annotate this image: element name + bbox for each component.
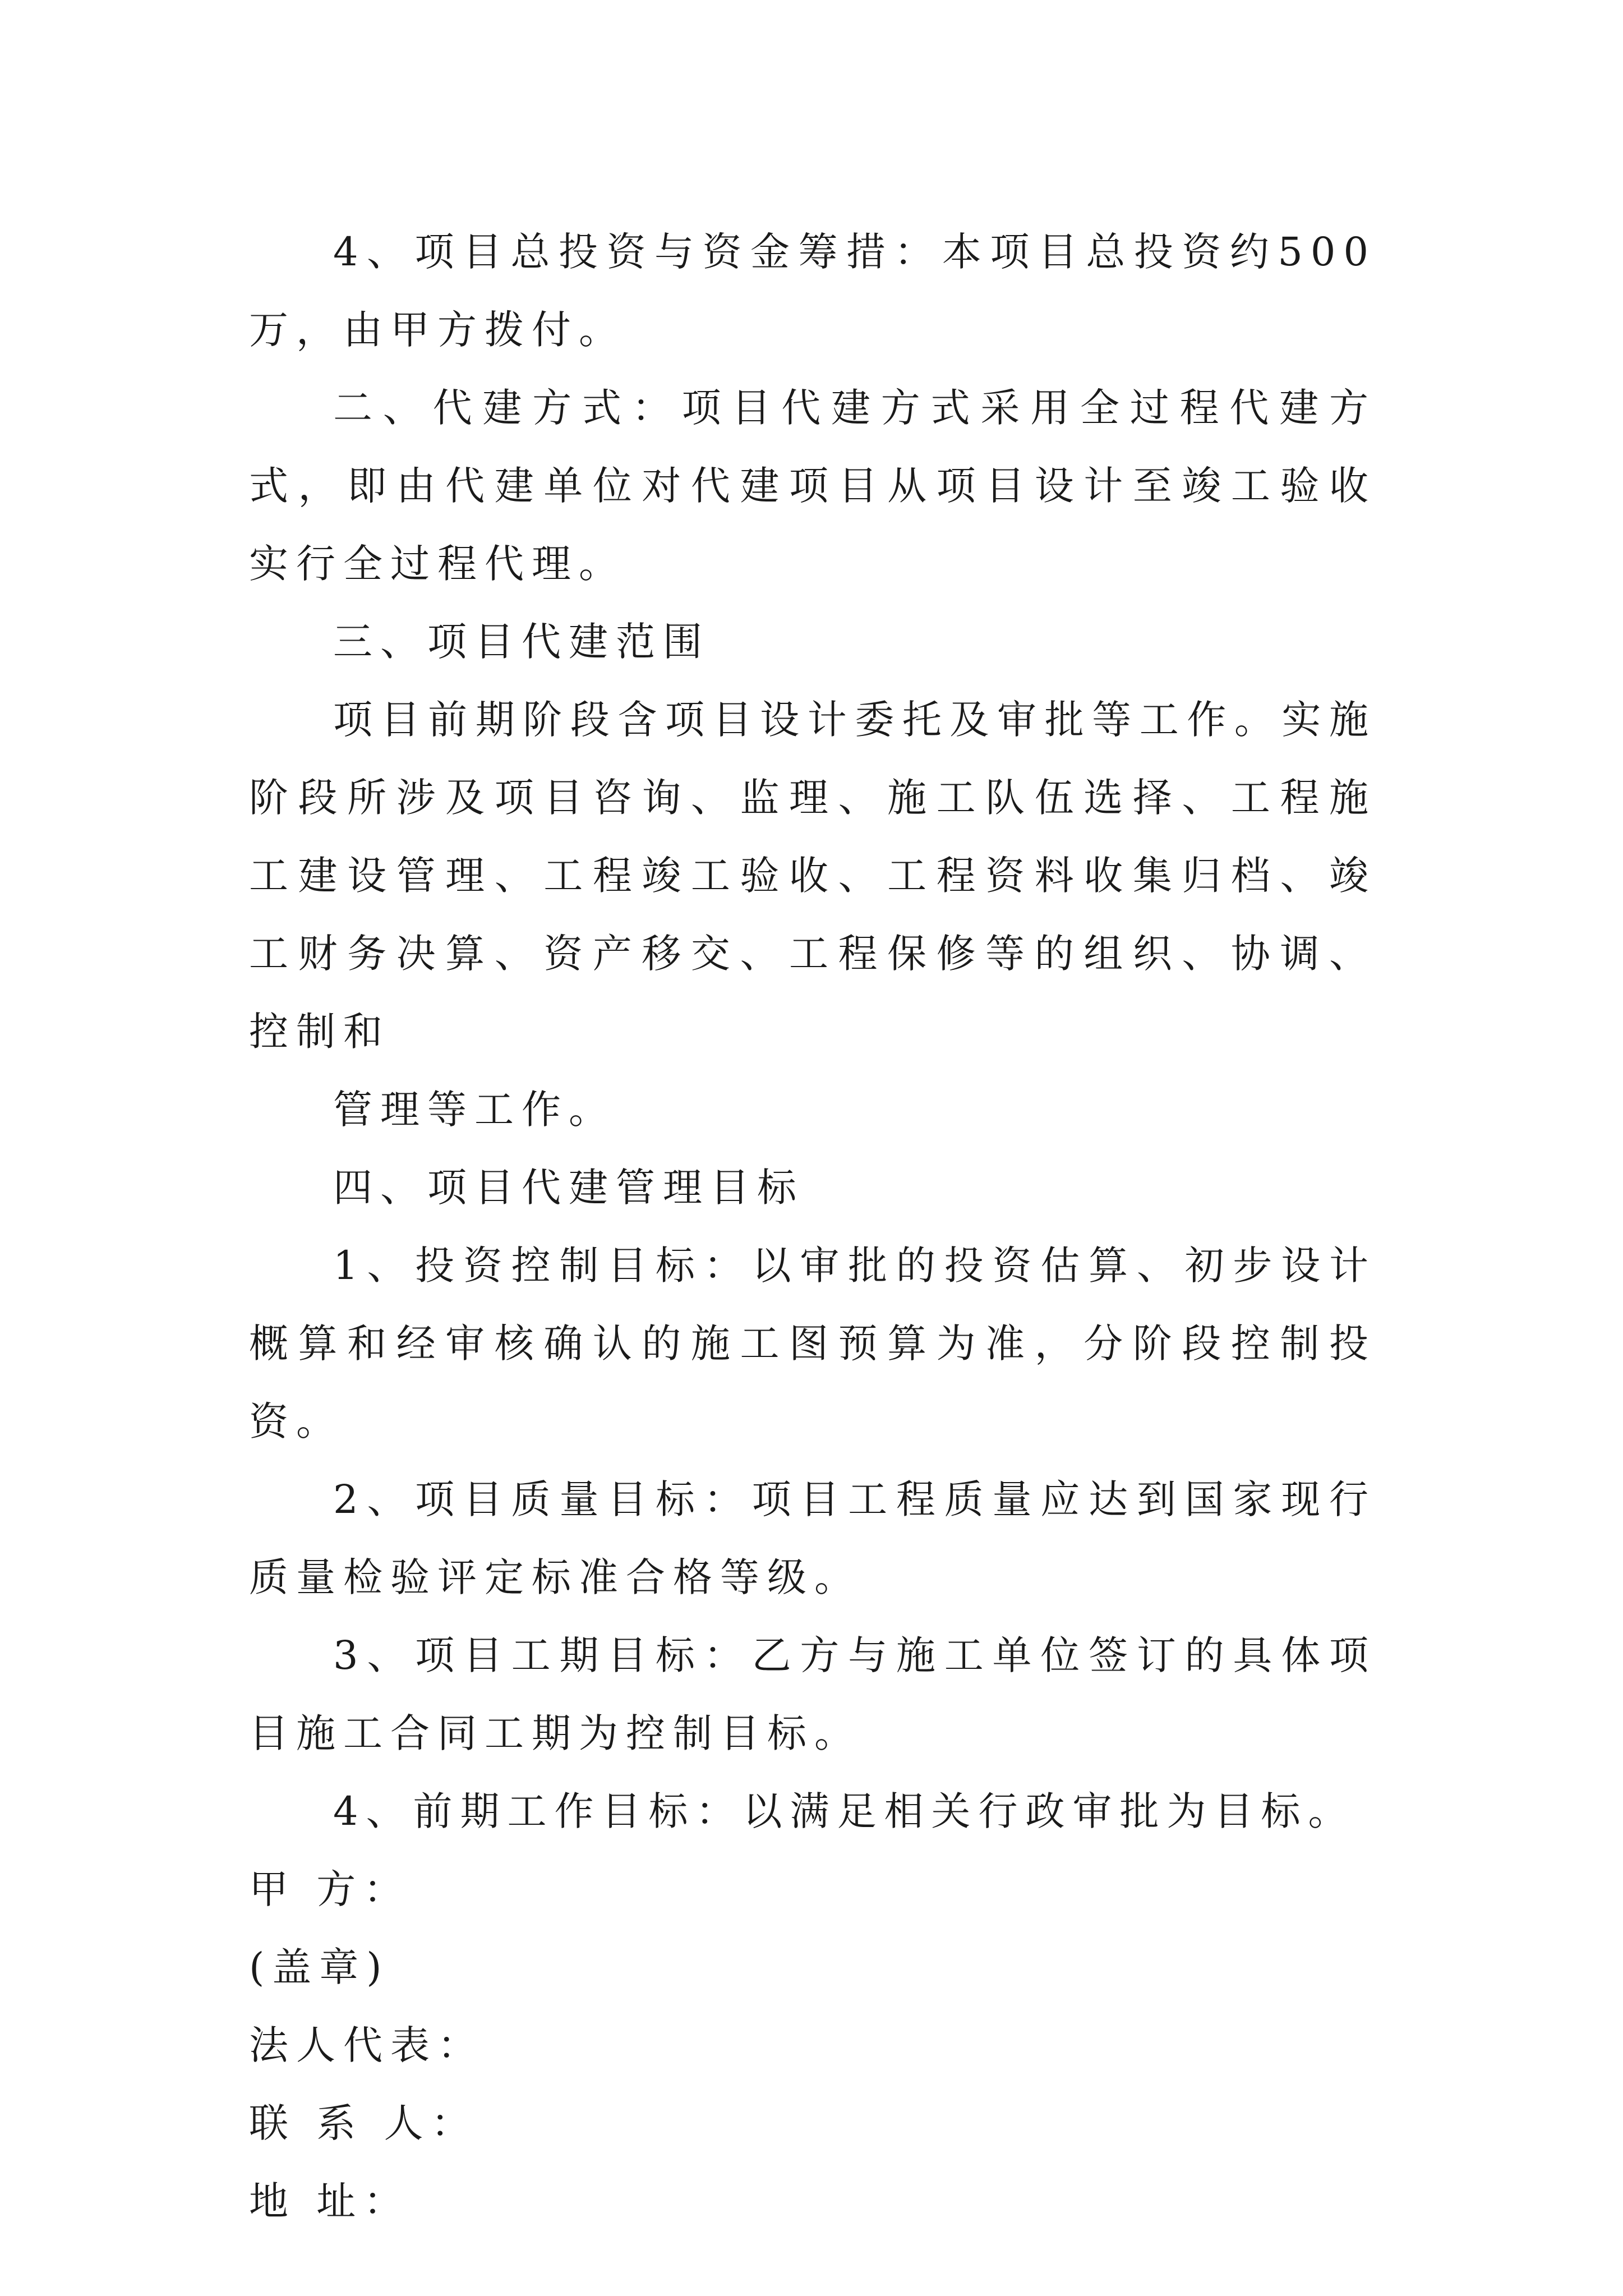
paragraph-schedule-goal: 3、项目工期目标：乙方与施工单位签订的具体项目施工合同工期为控制目标。 (249, 1632, 1376, 1756)
signature-seal: (盖章) (249, 1944, 390, 1990)
paragraph-quality-goal: 2、项目质量目标：项目工程质量应达到国家现行质量检验评定标准合格等级。 (249, 1476, 1376, 1600)
signature-legal-rep: 法人代表： (249, 2022, 485, 2068)
heading-construction-scope: 三、项目代建范围 (333, 619, 710, 665)
paragraph-construction-method: 二、代建方式：项目代建方式采用全过程代建方式，即由代建单位对代建项目从项目设计至竣工验收实行全过程代理。 (249, 385, 1376, 587)
signature-contact: 联 系 人： (249, 2100, 478, 2146)
heading-management-goals: 四、项目代建管理目标 (333, 1165, 804, 1211)
document-body (249, 213, 1376, 2240)
paragraph-scope-continued: 管理等工作。 (333, 1087, 616, 1133)
signature-party-a: 甲 方： (249, 1866, 411, 1912)
paragraph-total-investment: 4、项目总投资与资金筹措：本项目总投资约500万，由甲方拨付。 (249, 229, 1376, 353)
paragraph-construction-scope: 项目前期阶段含项目设计委托及审批等工作。实施阶段所涉及项目咨询、监理、施工队伍选择、工程施工建设管理、工程竣工验收、工程资料收集归档、竣工财务决算、资产移交、工程保修等的组织、协调、控制和 (249, 697, 1376, 1055)
paragraph-preliminary-goal: 4、前期工作目标：以满足相关行政审批为目标。 (333, 1788, 1355, 1834)
paragraph-investment-goal: 1、投资控制目标：以审批的投资估算、初步设计概算和经审核确认的施工图预算为准，分阶段控制投资。 (249, 1243, 1376, 1444)
signature-address: 地 址： (249, 2178, 411, 2224)
